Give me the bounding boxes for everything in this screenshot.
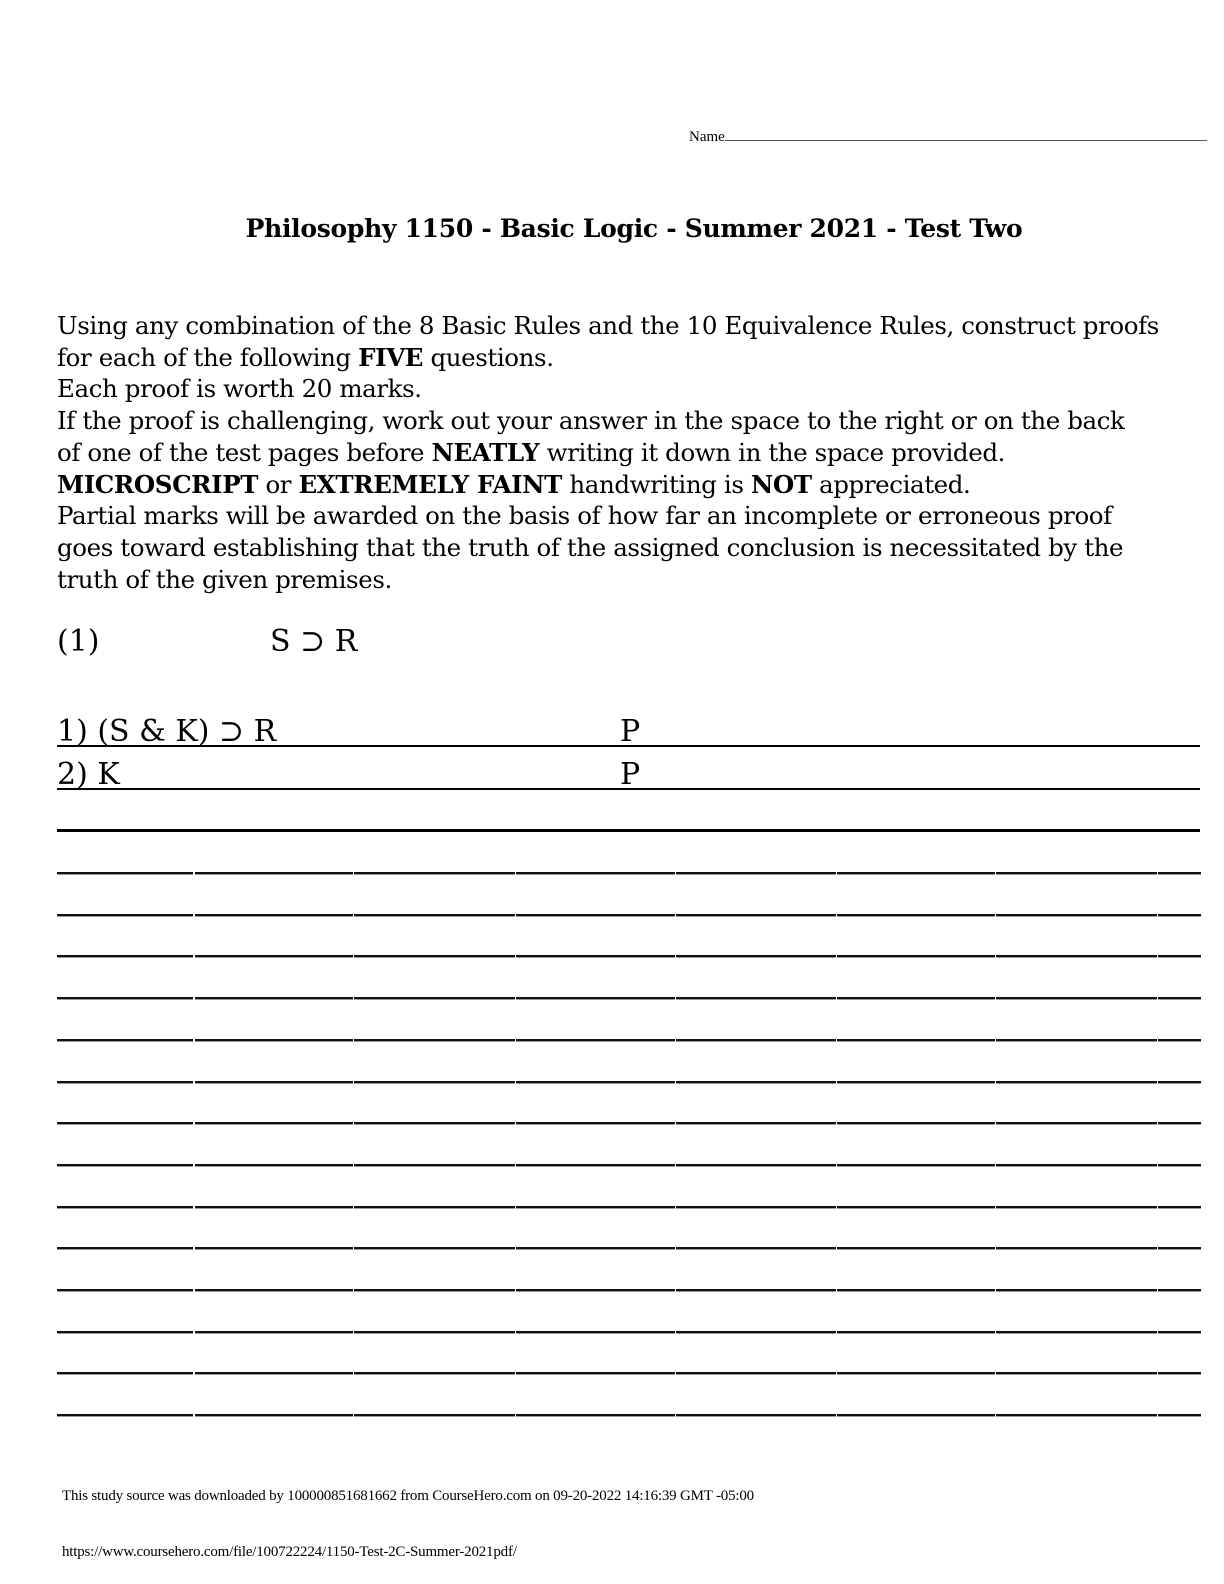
answer-line[interactable] xyxy=(57,1414,1201,1416)
answer-line-segment xyxy=(516,1372,675,1375)
answer-line-segment xyxy=(195,997,353,1000)
answer-line-segment xyxy=(837,1331,995,1334)
answer-line-segment xyxy=(1158,1289,1201,1292)
answer-line-segment xyxy=(1158,1081,1201,1084)
answer-line-segment xyxy=(1158,914,1201,917)
answer-line-segment xyxy=(837,872,995,875)
answer-line-segment xyxy=(195,1289,353,1292)
answer-line-segment xyxy=(676,914,836,917)
answer-line-segment xyxy=(516,914,675,917)
answer-line-segment xyxy=(996,872,1157,875)
answer-line-segment xyxy=(354,1122,515,1125)
answer-line-segment xyxy=(516,997,675,1000)
answer-line-segment xyxy=(516,1122,675,1125)
answer-line-segment xyxy=(837,1039,995,1042)
answer-line-segment xyxy=(354,955,515,958)
premise-row xyxy=(57,703,1200,747)
answer-line-segment xyxy=(57,1331,193,1334)
answer-line-segment xyxy=(996,1081,1157,1084)
answer-line-segment xyxy=(676,1206,836,1209)
answer-line-segment xyxy=(837,1081,995,1084)
answer-line-segment xyxy=(676,1331,836,1334)
answer-line-segment xyxy=(195,1122,353,1125)
answer-line-segment xyxy=(516,1206,675,1209)
answer-line-segment xyxy=(195,1206,353,1209)
answer-line-segment xyxy=(354,1164,515,1167)
answer-line-segment xyxy=(195,1081,353,1084)
answer-line-segment xyxy=(195,1247,353,1250)
answer-line-segment xyxy=(837,997,995,1000)
answer-line-segment xyxy=(1158,1372,1201,1375)
answer-line-segment xyxy=(57,1289,193,1292)
answer-line-segment xyxy=(1158,1039,1201,1042)
answer-line-segment xyxy=(57,1206,193,1209)
answer-line[interactable] xyxy=(57,997,1201,999)
answer-line-segment xyxy=(1158,1206,1201,1209)
instruction-line: Using any combination of the 8 Basic Rules and the 10 Equivalence Rules, construct proofs xyxy=(57,311,1159,340)
answer-line-segment xyxy=(57,914,193,917)
answer-line-segment xyxy=(837,1289,995,1292)
download-notice: This study source was downloaded by 100000851681662 from CourseHero.com on 09-20-2022 14:16:39 GMT -05:00 xyxy=(62,1488,754,1504)
answer-line-segment xyxy=(195,872,353,875)
answer-line-segment xyxy=(57,997,193,1000)
answer-line[interactable] xyxy=(57,1289,1201,1291)
answer-line-segment xyxy=(1158,1164,1201,1167)
answer-line-segment xyxy=(195,1331,353,1334)
answer-line-segment xyxy=(57,955,193,958)
answer-line-segment xyxy=(676,1081,836,1084)
answer-line-segment xyxy=(837,1164,995,1167)
answer-line-segment xyxy=(516,1331,675,1334)
answer-line-segment xyxy=(354,1414,515,1417)
answer-line-segment xyxy=(996,1164,1157,1167)
answer-line-segment xyxy=(996,1039,1157,1042)
answer-line-segment xyxy=(516,1039,675,1042)
answer-line-segment xyxy=(57,1122,193,1125)
name-label: Name xyxy=(689,129,725,145)
answer-line-segment xyxy=(354,1289,515,1292)
answer-line-segment xyxy=(837,1206,995,1209)
answer-line-segment xyxy=(57,1081,193,1084)
answer-line-segment xyxy=(996,997,1157,1000)
answer-line[interactable] xyxy=(57,914,1201,916)
instruction-line: truth of the given premises. xyxy=(57,564,392,594)
answer-line-segment xyxy=(996,1289,1157,1292)
premise-justification: P xyxy=(620,757,641,792)
answer-line[interactable] xyxy=(57,955,1201,957)
name-blank-line[interactable] xyxy=(725,126,1207,141)
question-conclusion: S ⊃ R xyxy=(270,624,358,659)
answer-line-segment xyxy=(996,1206,1157,1209)
question-number: (1) xyxy=(57,624,100,659)
answer-line-segment xyxy=(57,1414,193,1417)
answer-line-segment xyxy=(354,1247,515,1250)
answer-line-segment xyxy=(516,1247,675,1250)
answer-line-segment xyxy=(354,914,515,917)
answer-line-segment xyxy=(354,1081,515,1084)
answer-line-segment xyxy=(516,955,675,958)
name-field[interactable] xyxy=(689,126,1207,146)
answer-line-segment xyxy=(195,1164,353,1167)
answer-line-segment xyxy=(354,1039,515,1042)
instruction-line: Partial marks will be awarded on the basis of how far an incomplete or erroneous proof xyxy=(57,501,1112,531)
answer-line-segment xyxy=(57,872,193,875)
answer-line-segment xyxy=(837,1372,995,1375)
answer-line-segment xyxy=(516,872,675,875)
answer-line-segment xyxy=(996,1331,1157,1334)
instruction-line: goes toward establishing that the truth of the assigned conclusion is necessitated by the xyxy=(57,532,1124,562)
answer-line-segment xyxy=(57,1164,193,1167)
instruction-line: If the proof is challenging, work out your answer in the space to the right or on the back xyxy=(57,406,1125,436)
instructions xyxy=(57,310,1187,595)
answer-line-segment xyxy=(676,1164,836,1167)
answer-line-segment xyxy=(1158,1247,1201,1250)
instruction-line: for each of the following FIVE questions. xyxy=(57,342,554,372)
answer-line-segment xyxy=(1158,1331,1201,1334)
answer-line-segment xyxy=(676,997,836,1000)
answer-line-segment xyxy=(837,914,995,917)
answer-line-segment xyxy=(195,1039,353,1042)
answer-line-segment xyxy=(676,1247,836,1250)
answer-line-segment xyxy=(195,955,353,958)
answer-line-segment xyxy=(354,997,515,1000)
answer-line-segment xyxy=(676,1414,836,1417)
answer-line[interactable] xyxy=(57,1081,1201,1083)
answer-line[interactable] xyxy=(57,1331,1201,1333)
answer-line-segment xyxy=(996,1247,1157,1250)
answer-line-segment xyxy=(837,1122,995,1125)
instruction-line: Each proof is worth 20 marks. xyxy=(57,374,422,404)
answer-line[interactable] xyxy=(57,872,1201,874)
answer-line-segment xyxy=(996,914,1157,917)
premise-row xyxy=(57,746,1200,790)
answer-line-segment xyxy=(676,1039,836,1042)
answer-line-segment xyxy=(676,872,836,875)
answer-line-segment xyxy=(516,1414,675,1417)
page-title: Philosophy 1150 - Basic Logic - Summer 2021 - Test Two xyxy=(245,214,1023,243)
answer-line-segment xyxy=(996,955,1157,958)
answer-line-segment xyxy=(57,1247,193,1250)
answer-line-segment xyxy=(996,1372,1157,1375)
answer-line[interactable] xyxy=(57,1039,1201,1041)
answer-line[interactable] xyxy=(57,1164,1201,1166)
premise-statement: 2) K xyxy=(57,757,120,792)
answer-line[interactable] xyxy=(57,1372,1201,1374)
answer-line-segment xyxy=(195,1414,353,1417)
answer-line-segment xyxy=(516,1289,675,1292)
answer-line-segment xyxy=(1158,955,1201,958)
answer-line-segment xyxy=(837,1247,995,1250)
answer-line[interactable] xyxy=(57,1206,1201,1208)
answer-line-segment xyxy=(195,914,353,917)
answer-line-segment xyxy=(1158,1122,1201,1125)
answer-line[interactable] xyxy=(57,1122,1201,1124)
answer-line[interactable] xyxy=(57,829,1200,832)
answer-line-segment xyxy=(516,1081,675,1084)
answer-line-segment xyxy=(57,1039,193,1042)
premise-justification: P xyxy=(620,714,641,749)
answer-line-segment xyxy=(1158,1414,1201,1417)
source-url: https://www.coursehero.com/file/100722224/1150-Test-2C-Summer-2021pdf/ xyxy=(62,1544,517,1560)
answer-line[interactable] xyxy=(57,1247,1201,1249)
answer-line-segment xyxy=(996,1122,1157,1125)
answer-line-segment xyxy=(996,1414,1157,1417)
answer-line-segment xyxy=(1158,872,1201,875)
answer-line-segment xyxy=(676,1122,836,1125)
answer-line-segment xyxy=(676,1289,836,1292)
answer-line-segment xyxy=(1158,997,1201,1000)
instruction-line: MICROSCRIPT or EXTREMELY FAINT handwriting is NOT appreciated. xyxy=(57,469,971,499)
answer-line-segment xyxy=(354,872,515,875)
answer-line-segment xyxy=(516,1164,675,1167)
answer-line-segment xyxy=(676,1372,836,1375)
answer-line-segment xyxy=(676,955,836,958)
answer-line-segment xyxy=(354,1372,515,1375)
answer-line-segment xyxy=(195,1372,353,1375)
answer-line-segment xyxy=(354,1331,515,1334)
answer-line-segment xyxy=(837,1414,995,1417)
answer-line-segment xyxy=(354,1206,515,1209)
answer-line-segment xyxy=(57,1372,193,1375)
premise-statement: 1) (S & K) ⊃ R xyxy=(57,714,277,749)
answer-line-segment xyxy=(837,955,995,958)
instruction-line: of one of the test pages before NEATLY writing it down in the space provided. xyxy=(57,437,1005,467)
